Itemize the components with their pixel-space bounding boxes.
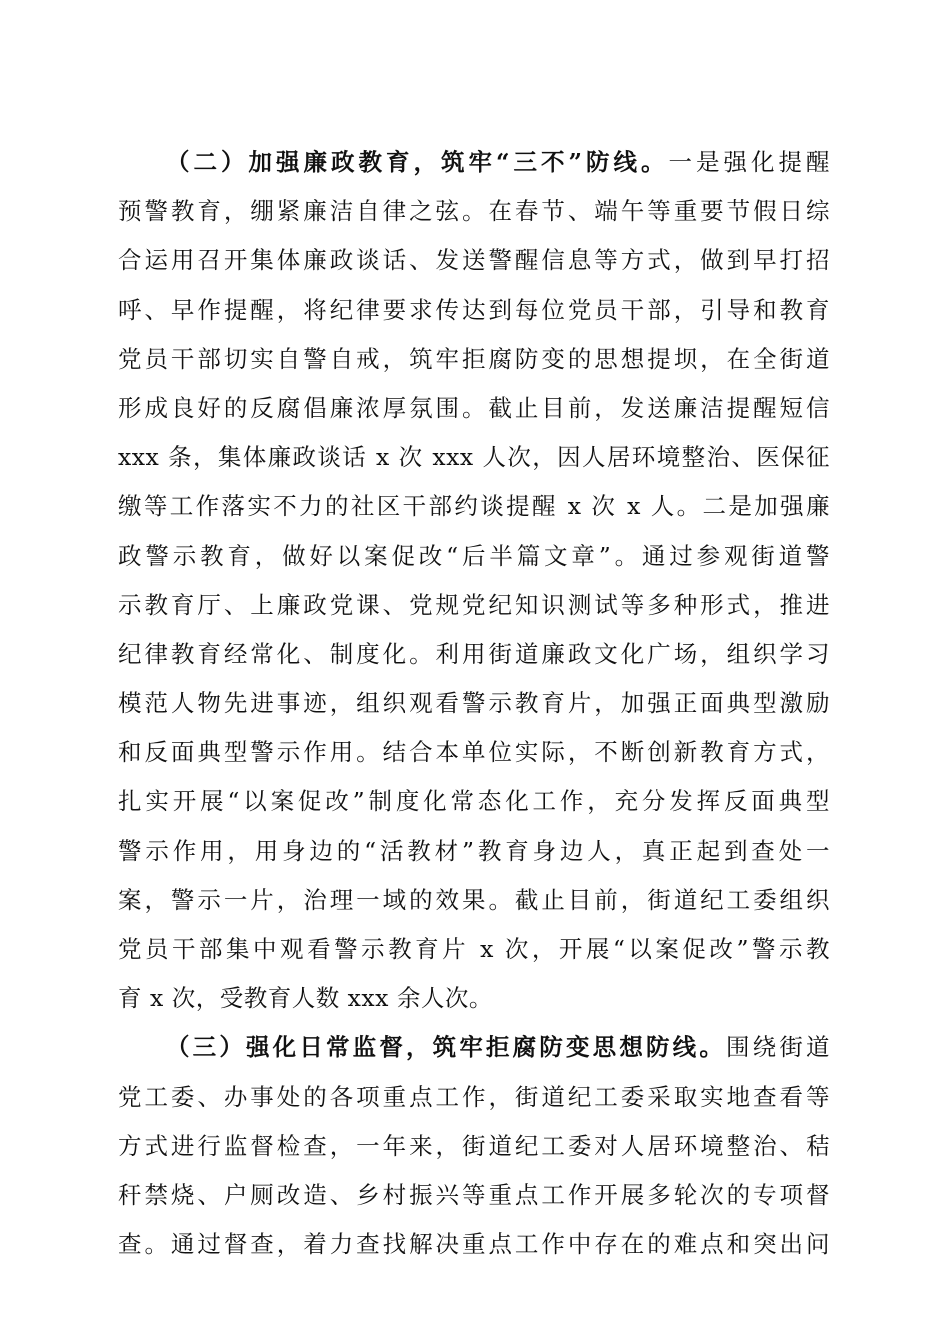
paragraph-2-line-1 bbox=[118, 138, 830, 187]
paragraph-3-line: 查。通过督查，着力查找解决重点工作中存在的难点和突出问 bbox=[118, 1230, 830, 1259]
paragraph-3-line: 党工委、办事处的各项重点工作，街道纪工委采取实地查看等 bbox=[118, 1082, 830, 1111]
paragraph-2-line: 案，警示一片，治理一域的效果。截止目前，街道纪工委组织 bbox=[118, 885, 830, 914]
paragraph-3-line: 方式进行监督检查，一年来，街道纪工委对人居环境整治、秸 bbox=[118, 1131, 830, 1160]
paragraph-2-line: 模范人物先进事迹，组织观看警示教育片，加强正面典型激励 bbox=[118, 689, 830, 718]
paragraph-3-line-1 bbox=[118, 1023, 830, 1072]
paragraph-3-line: 秆禁烧、户厕改造、乡村振兴等重点工作开展多轮次的专项督 bbox=[118, 1180, 830, 1209]
paragraph-2-line: 示教育厅、上廉政党课、党规党纪知识测试等多种形式，推进 bbox=[118, 590, 830, 619]
paragraph-2-line: 育 x 次，受教育人数 xxx 余人次。 bbox=[118, 984, 493, 1013]
paragraph-2-line: 缴等工作落实不力的社区干部约谈提醒 x 次 x 人。二是加强廉 bbox=[118, 492, 830, 521]
paragraph-2-line-1-text: 一是强化提醒 bbox=[668, 148, 830, 176]
paragraph-3-heading: （三）强化日常监督，筑牢拒腐防变思想防线。 bbox=[166, 1033, 726, 1062]
paragraph-2-line: 党员干部集中观看警示教育片 x 次，开展“以案促改”警示教 bbox=[118, 935, 830, 963]
paragraph-2-line: 党员干部切实自警自戒，筑牢拒腐防变的思想提坝，在全街道 bbox=[118, 344, 830, 373]
paragraph-2-line: 呼、早作提醒，将纪律要求传达到每位党员干部，引导和教育 bbox=[118, 295, 830, 324]
paragraph-2-line: 和反面典型警示作用。结合本单位实际，不断创新教育方式， bbox=[118, 738, 830, 767]
paragraph-2-line: 预警教育，绷紧廉洁自律之弦。在春节、端午等重要节假日综 bbox=[118, 197, 830, 226]
paragraph-2-line: 扎实开展“以案促改”制度化常态化工作，充分发挥反面典型 bbox=[118, 787, 830, 816]
paragraph-2-line: 警示作用，用身边的“活教材”教育身边人，真正起到查处一 bbox=[118, 836, 830, 865]
paragraph-2-line: 合运用召开集体廉政谈话、发送警醒信息等方式，做到早打招 bbox=[118, 246, 830, 275]
paragraph-2-line: xxx 条，集体廉政谈话 x 次 xxx 人次，因人居环境整治、医保征 bbox=[118, 443, 830, 472]
paragraph-2-line: 形成良好的反腐倡廉浓厚氛围。截止目前，发送廉洁提醒短信 bbox=[118, 393, 830, 422]
paragraph-3-line-1-text: 围绕街道 bbox=[726, 1033, 830, 1062]
paragraph-2-line: 政警示教育，做好以案促改“后半篇文章”。通过参观街道警 bbox=[118, 541, 830, 570]
paragraph-2-heading: （二）加强廉政教育，筑牢“三不”防线。 bbox=[166, 148, 669, 176]
document-page bbox=[118, 138, 830, 1269]
paragraph-2-line: 纪律教育经常化、制度化。利用街道廉政文化广场，组织学习 bbox=[118, 639, 830, 668]
